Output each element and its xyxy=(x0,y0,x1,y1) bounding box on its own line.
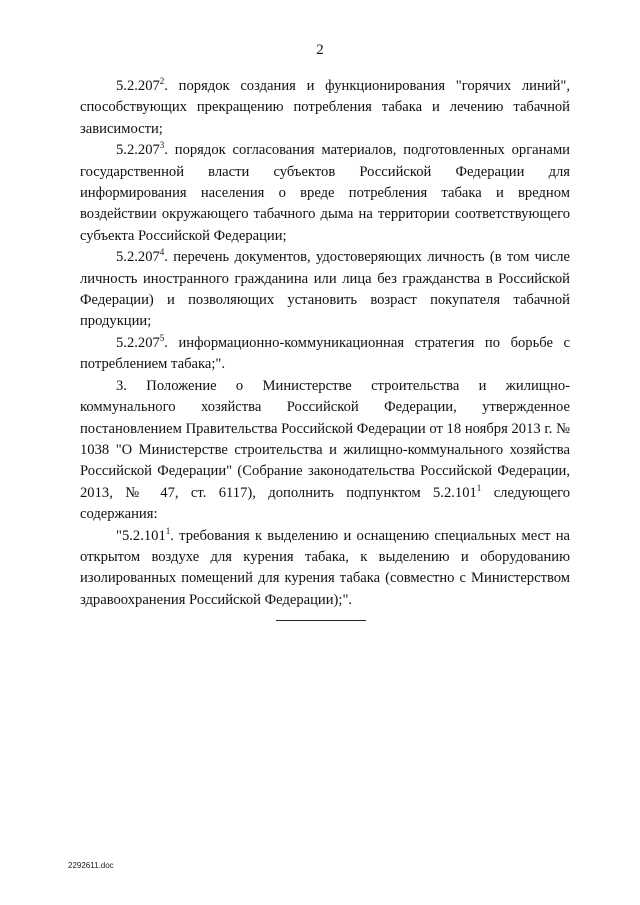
item-text: . перечень документов, удостоверяющих личность (в том числе личность иностранного гражданина или лица без гражданства в Российской Федерации) и позволяющих установить возраст покупателя табачной продукции; xyxy=(80,249,570,330)
document-body xyxy=(80,76,570,611)
item-text: 3. Положение о Министерстве строительства и жилищно-коммунального хозяйства Российской Федерации, утвержденное постановлением Правительства Российской Федерации от 18 ноября 2013 г. № 1038 "О Министерстве строительства и жилищно-коммунального хозяйства Российской Федерации" (Собрание законодательства Российской Федерации, 2013, № 47, ст. 6117), дополнить подпунктом 5.2.101 xyxy=(80,377,570,501)
item-number: 5.2.207 xyxy=(116,334,160,351)
item-number: 5.2.207 xyxy=(116,142,160,159)
item-superscript: 1 xyxy=(476,482,482,493)
item-number: 5.2.207 xyxy=(116,249,160,266)
item-superscript: 2 xyxy=(159,76,165,86)
item-superscript: 5 xyxy=(159,332,165,343)
item-number: 5.2.207 xyxy=(116,78,160,94)
end-divider xyxy=(276,620,366,621)
item-5-2-207-5 xyxy=(80,333,570,376)
item-superscript: 1 xyxy=(165,525,171,536)
item-text: . требования к выделению и оснащению специальных мест на открытом воздухе для курения табака, к выделению и оборудованию изолированных помещений для курения табака (совместно с Министерством здравоохранения Российской Федерации);". xyxy=(80,527,570,608)
page-number: 2 xyxy=(316,42,324,58)
item-5-2-207-2 xyxy=(80,76,570,140)
item-text-end: следующего содержания: xyxy=(80,484,570,523)
footer-filename: 2292611.doc xyxy=(68,861,114,870)
item-5-2-101-1 xyxy=(80,526,570,612)
item-text: . порядок создания и функционирования "горячих линий", способствующих прекращению потребления табака и лечению табачной зависимости; xyxy=(80,78,570,137)
item-3 xyxy=(80,376,570,526)
item-superscript: 4 xyxy=(159,247,165,258)
item-5-2-207-4 xyxy=(80,247,570,333)
item-5-2-207-3 xyxy=(80,140,570,247)
item-text: . порядок согласования материалов, подготовленных органами государственной власти субъектов Российской Федерации для информирования населения о вреде потребления табака и вредном воздействии окружающего табачного дыма на территории соответствующего субъекта Российской Федерации; xyxy=(80,142,570,244)
item-number: "5.2.101 xyxy=(116,527,166,544)
item-text: . информационно-коммуникационная стратегия по борьбе с потреблением табака;". xyxy=(80,334,570,373)
item-superscript: 3 xyxy=(159,140,165,151)
